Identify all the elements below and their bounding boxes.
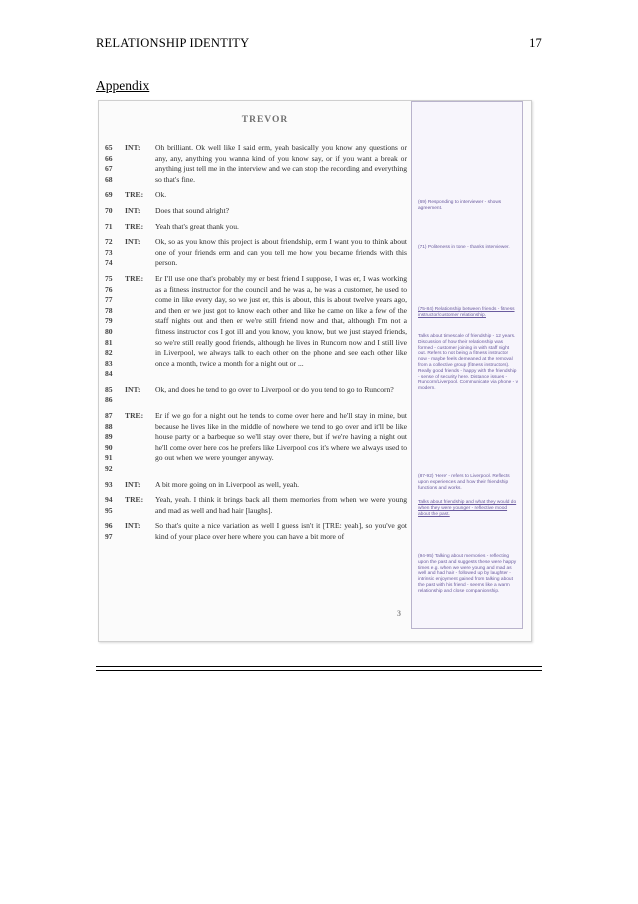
line-number: 74: [105, 258, 113, 268]
line-number: 92: [105, 464, 113, 474]
utterance-text: Yeah that's great thank you.: [155, 221, 239, 231]
line-number: 88: [105, 421, 113, 431]
line-number: 89: [105, 432, 113, 442]
line-numbers: [105, 206, 125, 217]
line-number: 80: [105, 326, 113, 336]
annotation-note: (69) Responding to interviewer - shows agreement.: [418, 200, 502, 211]
utterance-text: A bit more going on in Liverpool as well, yeah.: [155, 479, 300, 489]
line-number: 68: [105, 174, 113, 184]
line-numbers: [105, 190, 125, 201]
line-numbers: [105, 495, 125, 516]
line-number: 91: [105, 453, 113, 463]
line-number: 81: [105, 337, 113, 347]
annotation-note: Talks about timescale of friendship - 12 years. Discussion of how their relationship was formed - customer joining in with staff night out. Refers to not being a fitness instructor now - maybe feels demeaned at the removal from a collective group (fitness instructors). Really good friends - happy with the friendship - sense of security here. Distance issues - Runcorn/Liverpool. Communicate via phone - v modern.: [418, 334, 518, 392]
divider-line: [96, 666, 542, 667]
utterance-text: Oh brilliant. Ok well like I said erm, yeah basically you know any questions or any, any, anything you wanna kind of you know say, or if you want a break or anything just tell me in the interview and we can stop the recording and everything so that's fine.: [155, 143, 407, 184]
line-number: 96: [105, 521, 113, 531]
utterance-text: So that's quite a nice variation as well I guess isn't it [TRE: yeah], so you've got kind of your place over here where you can have a bit more of: [155, 521, 407, 541]
transcript-utterance: [105, 495, 407, 516]
line-number: 83: [105, 358, 113, 368]
utterance-text: Does that sound alright?: [155, 205, 230, 215]
transcript-utterance: [105, 206, 407, 217]
line-number: 94: [105, 495, 113, 505]
speaker-label: INT:: [125, 384, 141, 394]
line-number: 86: [105, 395, 113, 405]
line-numbers: [105, 521, 125, 542]
divider-line: [96, 670, 542, 671]
transcript-body: [105, 143, 407, 548]
utterance-text: Ok.: [155, 190, 167, 200]
line-number: 66: [105, 153, 113, 163]
speaker-label: INT:: [125, 205, 141, 215]
utterance-text: Er if we go for a night out he tends to come over here and he'll stay in mine, but because he lives like in the middle of nowhere we tend to go over and it'll be like house party or a barbeque so we'll stay over there, but if we're having a night out he'll come over here cos he prefers like Liverpool cos it's where we always used to go out when we were younger anyway.: [155, 411, 407, 463]
annotation-note: Talks about friendship and what they would do when they were younger - reflective mood about the past.: [418, 500, 517, 517]
line-number: 79: [105, 316, 113, 326]
speaker-label: INT:: [125, 479, 141, 489]
line-numbers: [105, 411, 125, 475]
transcript-utterance: [105, 521, 407, 542]
speaker-label: TRE:: [125, 190, 144, 200]
line-number: 97: [105, 532, 113, 541]
line-number: 78: [105, 305, 113, 315]
line-number: 70: [105, 205, 113, 215]
transcript-utterance: [105, 222, 407, 233]
line-numbers: [105, 143, 125, 185]
line-number: 85: [105, 384, 113, 394]
line-numbers: [105, 237, 125, 269]
utterance-text: Ok, and does he tend to go over to Liverpool or do you tend to go to Runcorn?: [155, 384, 394, 394]
annotation-column: [411, 101, 523, 629]
transcript-utterance: [105, 411, 407, 475]
annotation-note: (75-84) Relationship between friends - fitness instructor/customer relationship.: [418, 307, 515, 318]
transcript-utterance: [105, 385, 407, 406]
utterance-text: Er I'll use one that's probably my er best friend I suppose, I was er, I was working as a fitness instructor for the council and he was a, he was a customer, he used to come in like every day, so we just er, this is about, this is about twelve years ago, and then er we just got to know each other and like he came on like a few of the staff nights out and then er we're still friend now and that, although I'm not a fitness instructor cos I got ill and you know, you know, but we just stayed friends, so we're still really good friends, although he lives in Runcorn now and I still live in Liverpool, we always talk to each other on the phone and see each other like once a month, twice a month for a night out or ...: [155, 273, 407, 368]
line-number: 84: [105, 369, 113, 379]
line-number: 65: [105, 143, 113, 152]
line-number: 77: [105, 295, 113, 305]
transcript-utterance: [105, 190, 407, 201]
line-number: 73: [105, 247, 113, 257]
line-number: 93: [105, 479, 113, 489]
running-header: RELATIONSHIP IDENTITY: [96, 36, 250, 50]
annotation-note: (87-92) 'Here' - refers to Liverpool. Reflects upon experiences and how their friendship functions and works.: [418, 474, 510, 491]
line-number: 82: [105, 348, 113, 358]
speaker-label: TRE:: [125, 495, 144, 505]
transcript-speaker-title: TREVOR: [241, 115, 289, 125]
line-number: 72: [105, 237, 113, 247]
transcript-utterance: [105, 274, 407, 380]
speaker-label: INT:: [125, 237, 141, 247]
speaker-label: INT:: [125, 521, 141, 531]
speaker-label: TRE:: [125, 221, 144, 231]
line-number: 95: [105, 505, 113, 515]
line-number: 87: [105, 411, 113, 421]
line-numbers: [105, 385, 125, 406]
transcript-utterance: [105, 143, 407, 185]
line-number: 90: [105, 442, 113, 452]
line-number: 71: [105, 221, 113, 231]
page-number: 17: [529, 36, 542, 50]
line-numbers: [105, 274, 125, 380]
line-number: 76: [105, 284, 113, 294]
line-number: 75: [105, 273, 113, 283]
line-numbers: [105, 480, 125, 491]
line-numbers: [105, 222, 125, 233]
transcript-image: [98, 100, 532, 642]
speaker-label: TRE:: [125, 411, 144, 421]
annotation-note: (71) Politeness in tone - thanks interviewer.: [418, 245, 510, 250]
transcript-utterance: [105, 480, 407, 491]
speaker-label: TRE:: [125, 273, 144, 283]
utterance-text: Yeah, yeah. I think it brings back all them memories from when we were young and mad as well and had hair [laughs].: [155, 495, 407, 515]
section-title: Appendix: [96, 78, 150, 93]
transcript-utterance: [105, 237, 407, 269]
embedded-page-number: 3: [397, 609, 401, 618]
utterance-text: Ok, so as you know this project is about friendship, erm I want you to think about one of your friends erm and can you tell me how you became friends with this person.: [155, 237, 407, 268]
line-number: 67: [105, 164, 113, 174]
speaker-label: INT:: [125, 143, 141, 152]
line-number: 69: [105, 190, 113, 200]
annotation-note: (94-95) Talking about memories - reflecting upon the past and suggests these were happy times e.g. when we were young and mad as well and had hair - followed up by laughter - intrinsic enjoyment gained from talking about the past with his friend - seems like a warm relationship and close companionship.: [418, 554, 517, 594]
